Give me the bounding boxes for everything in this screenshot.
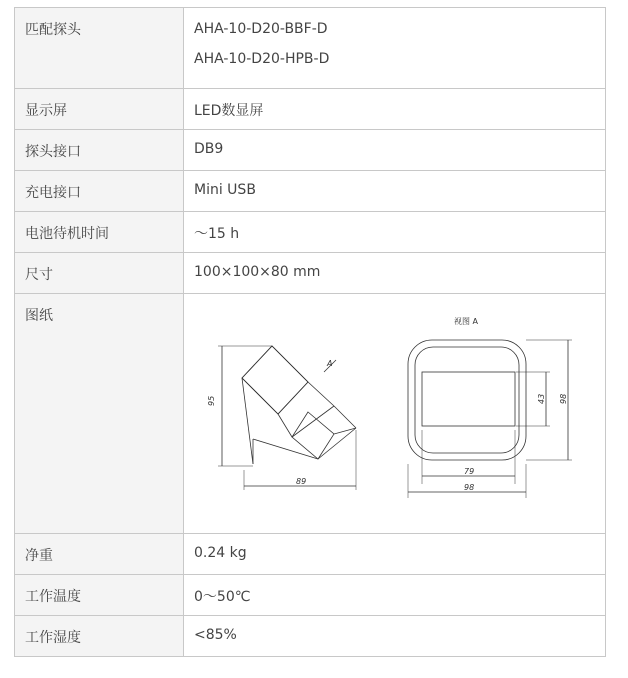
- view-marker-label: A: [327, 359, 333, 368]
- row-value: ～15 h: [184, 212, 606, 253]
- spec-table: [14, 7, 606, 657]
- table-row: [15, 616, 606, 657]
- table-row: [15, 130, 606, 171]
- dim-screen-height-label: 43: [537, 393, 546, 404]
- row-label: 显示屏: [15, 89, 184, 130]
- row-label: 匹配探头: [15, 8, 184, 89]
- row-label: 探头接口: [15, 130, 184, 171]
- row-label: 工作湿度: [15, 616, 184, 657]
- row-value: DB9: [184, 130, 606, 171]
- technical-drawing: [184, 294, 604, 524]
- row-value: <85%: [184, 616, 606, 657]
- dim-height-label: 95: [207, 395, 216, 406]
- table-row: [15, 89, 606, 130]
- side-view: [218, 346, 356, 490]
- table-row: [15, 253, 606, 294]
- row-value: 0.24 kg: [184, 534, 606, 575]
- table-row: [15, 575, 606, 616]
- view-title: 视图 A: [454, 317, 479, 326]
- front-view: [408, 340, 572, 498]
- table-row: [15, 171, 606, 212]
- row-label: 净重: [15, 534, 184, 575]
- table-row: [15, 212, 606, 253]
- row-label: 充电接口: [15, 171, 184, 212]
- probe-model-1: AHA-10-D20-BBF-D: [194, 21, 328, 37]
- table-row: [15, 8, 606, 89]
- row-label: 图纸: [15, 294, 184, 534]
- dim-width-label: 89: [296, 477, 307, 486]
- row-value: LED数显屏: [184, 89, 606, 130]
- dim-screen-width-label: 79: [464, 467, 475, 476]
- probe-model-2: AHA-10-D20-HPB-D: [194, 51, 330, 67]
- row-value: 100×100×80 mm: [184, 253, 606, 294]
- dim-total-height-label: 98: [559, 393, 568, 404]
- drawing-cell: [184, 294, 606, 534]
- row-value: [184, 8, 606, 89]
- row-label: 尺寸: [15, 253, 184, 294]
- row-label: 工作温度: [15, 575, 184, 616]
- dim-total-width-label: 98: [464, 483, 475, 492]
- table-row: [15, 294, 606, 534]
- table-row: [15, 534, 606, 575]
- row-value: Mini USB: [184, 171, 606, 212]
- row-value: 0～50℃: [184, 575, 606, 616]
- row-label: 电池待机时间: [15, 212, 184, 253]
- drawing-svg: [184, 294, 604, 529]
